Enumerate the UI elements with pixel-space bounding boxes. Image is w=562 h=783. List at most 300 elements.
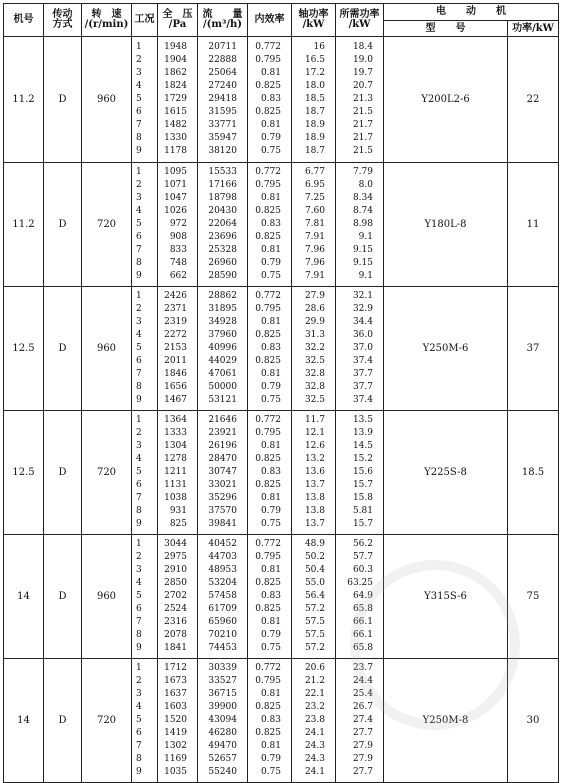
- efficiency-list-value: 0.825: [255, 232, 281, 243]
- pressure-list-value: 2011: [164, 356, 187, 367]
- required-power-list: [336, 659, 384, 783]
- shaft-power-list-value: 28.6: [304, 303, 325, 314]
- efficiency-list-value: 0.772: [255, 414, 281, 425]
- flow-list-value: 28862: [208, 290, 237, 301]
- shaft-power-list-value: 57.5: [304, 630, 325, 641]
- flow-list-value: 37960: [208, 329, 237, 340]
- flow-list-value: 25328: [208, 245, 237, 256]
- condition-list-value: 2: [136, 675, 142, 686]
- shaft-power-list-value: 24.1: [304, 767, 325, 778]
- required-power-list-value: 8.34: [352, 192, 373, 203]
- condition-list-value: 9: [136, 271, 142, 282]
- required-power-list-value: 5.81: [352, 506, 373, 517]
- shaft-power-list-value: 21.2: [304, 675, 325, 686]
- efficiency-list-value: 0.83: [260, 93, 281, 104]
- efficiency-list-value: 0.825: [255, 205, 281, 216]
- flow-list-value: 39841: [208, 519, 237, 530]
- flow-list-value: 22064: [208, 218, 237, 229]
- pressure-list-value: 1673: [164, 675, 187, 686]
- required-power-list-value: 66.1: [352, 630, 373, 641]
- pressure-list-value: 931: [169, 506, 187, 517]
- pressure-list-value: 748: [169, 258, 187, 269]
- header-pressure: 全 压 /Pa: [158, 4, 198, 37]
- condition-list: [132, 659, 158, 783]
- condition-list-value: 1: [136, 166, 142, 177]
- shaft-power-list-value: 18.7: [304, 107, 325, 118]
- efficiency-list: [248, 37, 292, 163]
- flow-list-value: 70210: [208, 630, 237, 641]
- pressure-list-value: 2316: [164, 617, 187, 628]
- shaft-power-list-value: 12.1: [304, 427, 325, 438]
- shaft-power-list-value: 23.8: [304, 714, 325, 725]
- flow-list-value: 49470: [208, 741, 237, 752]
- required-power-list-value: 37.4: [352, 395, 373, 406]
- pressure-list-value: 1656: [164, 382, 187, 393]
- efficiency-list-value: 0.75: [260, 643, 281, 654]
- condition-list-value: 1: [136, 290, 142, 301]
- flow-list-value: 29418: [208, 93, 237, 104]
- pressure-list-value: 1071: [164, 179, 187, 190]
- required-power-list-value: 9.15: [352, 245, 373, 256]
- efficiency-list-value: 0.79: [260, 506, 281, 517]
- motor-model-cell: Y180L-8: [384, 163, 508, 287]
- condition-list-value: 8: [136, 754, 142, 765]
- required-power-list-value: 60.3: [352, 564, 373, 575]
- shaft-power-list-value: 17.2: [304, 67, 325, 78]
- flow-list-value: 36715: [208, 688, 237, 699]
- efficiency-list-value: 0.772: [255, 538, 281, 549]
- required-power-list-value: 27.7: [352, 728, 373, 739]
- pressure-list-value: 1333: [164, 427, 187, 438]
- efficiency-list-value: 0.83: [260, 342, 281, 353]
- pressure-list-value: 2426: [164, 290, 187, 301]
- pressure-list-value: 1904: [164, 54, 187, 65]
- motor-power-cell: 18.5: [508, 411, 559, 535]
- condition-list-value: 2: [136, 303, 142, 314]
- required-power-list-value: 64.9: [352, 590, 373, 601]
- required-power-list-value: 8.0: [358, 179, 373, 190]
- drive-cell: D: [44, 659, 82, 783]
- condition-list-value: 8: [136, 133, 142, 144]
- pressure-list-value: 825: [169, 519, 187, 530]
- condition-list-value: 3: [136, 564, 142, 575]
- flow-list-value: 53204: [208, 577, 237, 588]
- required-power-list-value: 21.5: [352, 107, 373, 118]
- required-power-list: [336, 37, 384, 163]
- flow-list-value: 47061: [208, 369, 237, 380]
- shaft-power-list-value: 6.77: [304, 166, 325, 177]
- shaft-power-list: [292, 287, 336, 411]
- efficiency-list-value: 0.772: [255, 290, 281, 301]
- required-power-list-value: 27.9: [352, 754, 373, 765]
- efficiency-list-value: 0.825: [255, 107, 281, 118]
- fan-no-cell: 14: [4, 659, 44, 783]
- condition-list: [132, 37, 158, 163]
- header-motor: 电 动 机: [384, 4, 559, 21]
- flow-list-value: 26196: [208, 440, 237, 451]
- shaft-power-list-value: 24.3: [304, 741, 325, 752]
- shaft-power-list-value: 11.7: [304, 414, 325, 425]
- efficiency-list-value: 0.81: [260, 245, 281, 256]
- flow-list-value: 21646: [208, 414, 237, 425]
- flow-list-value: 50000: [208, 382, 237, 393]
- efficiency-list-value: 0.81: [260, 688, 281, 699]
- condition-list-value: 7: [136, 493, 142, 504]
- pressure-list-value: 2078: [164, 630, 187, 641]
- shaft-power-list-value: 32.5: [304, 395, 325, 406]
- shaft-power-list-value: 7.25: [304, 192, 325, 203]
- pressure-list-value: 1603: [164, 701, 187, 712]
- efficiency-list-value: 0.81: [260, 192, 281, 203]
- flow-list-value: 52657: [208, 754, 237, 765]
- shaft-power-list-value: 24.3: [304, 754, 325, 765]
- condition-list-value: 5: [136, 342, 142, 353]
- condition-list-value: 6: [136, 107, 142, 118]
- pressure-list-value: 1026: [164, 205, 187, 216]
- fan-no-cell: 14: [4, 535, 44, 659]
- efficiency-list-value: 0.81: [260, 617, 281, 628]
- efficiency-list-value: 0.825: [255, 480, 281, 491]
- efficiency-list-value: 0.772: [255, 41, 281, 52]
- efficiency-list-value: 0.75: [260, 146, 281, 157]
- flow-list: [198, 163, 248, 287]
- condition-list-value: 8: [136, 630, 142, 641]
- condition-list-value: 3: [136, 67, 142, 78]
- header-drive: 传动 方式: [44, 4, 82, 37]
- shaft-power-list-value: 13.2: [304, 453, 325, 464]
- required-power-list: [336, 535, 384, 659]
- pressure-list: [158, 287, 198, 411]
- required-power-list-value: 15.8: [352, 493, 373, 504]
- pressure-list-value: 1615: [164, 107, 187, 118]
- efficiency-list-value: 0.75: [260, 767, 281, 778]
- flow-list-value: 33021: [208, 480, 237, 491]
- required-power-list-value: 24.4: [352, 675, 373, 686]
- motor-power-cell: 22: [508, 37, 559, 163]
- shaft-power-list-value: 7.91: [304, 232, 325, 243]
- flow-list-value: 39900: [208, 701, 237, 712]
- condition-list-value: 7: [136, 741, 142, 752]
- flow-list: [198, 411, 248, 535]
- condition-list-value: 2: [136, 179, 142, 190]
- efficiency-list-value: 0.825: [255, 80, 281, 91]
- flow-list-value: 17166: [208, 179, 237, 190]
- flow-list-value: 40452: [208, 538, 237, 549]
- condition-list: [132, 287, 158, 411]
- efficiency-list: [248, 535, 292, 659]
- condition-list-value: 3: [136, 440, 142, 451]
- condition-list-value: 4: [136, 453, 142, 464]
- efficiency-list-value: 0.81: [260, 564, 281, 575]
- condition-list-value: 7: [136, 617, 142, 628]
- pressure-list-value: 1330: [164, 133, 187, 144]
- flow-list-value: 34928: [208, 316, 237, 327]
- required-power-list-value: 65.8: [352, 604, 373, 615]
- pressure-list-value: 1712: [164, 662, 187, 673]
- required-power-list-value: 20.7: [352, 80, 373, 91]
- flow-list-value: 23921: [208, 427, 237, 438]
- flow-list-value: 35947: [208, 133, 237, 144]
- header-efficiency: 内效率: [248, 4, 292, 37]
- flow-list-value: 46280: [208, 728, 237, 739]
- shaft-power-list-value: 57.5: [304, 617, 325, 628]
- required-power-list-value: 15.2: [352, 453, 373, 464]
- required-power-list: [336, 287, 384, 411]
- shaft-power-list-value: 13.7: [304, 519, 325, 530]
- shaft-power-list-value: 7.96: [304, 258, 325, 269]
- required-power-list-value: 13.9: [352, 427, 373, 438]
- required-power-list-value: 26.7: [352, 701, 373, 712]
- efficiency-list-value: 0.75: [260, 519, 281, 530]
- efficiency-list-value: 0.75: [260, 271, 281, 282]
- required-power-list-value: 32.9: [352, 303, 373, 314]
- flow-list-value: 35296: [208, 493, 237, 504]
- header-speed: 转 速 /(r/min): [82, 4, 132, 37]
- required-power-list-value: 13.5: [352, 414, 373, 425]
- efficiency-list-value: 0.79: [260, 754, 281, 765]
- efficiency-list-value: 0.81: [260, 440, 281, 451]
- shaft-power-list-value: 16.5: [304, 54, 325, 65]
- shaft-power-list-value: 7.91: [304, 271, 325, 282]
- required-power-list-value: 19.0: [352, 54, 373, 65]
- shaft-power-list-value: 32.8: [304, 382, 325, 393]
- fan-no-cell: 11.2: [4, 37, 44, 163]
- flow-list-value: 27240: [208, 80, 237, 91]
- required-power-list-value: 37.4: [352, 356, 373, 367]
- efficiency-list-value: 0.795: [255, 427, 281, 438]
- pressure-list-value: 1637: [164, 688, 187, 699]
- pressure-list-value: 1846: [164, 369, 187, 380]
- condition-list-value: 3: [136, 316, 142, 327]
- shaft-power-list-value: 18.7: [304, 146, 325, 157]
- required-power-list-value: 65.8: [352, 643, 373, 654]
- efficiency-list-value: 0.79: [260, 133, 281, 144]
- shaft-power-list-value: 24.1: [304, 728, 325, 739]
- required-power-list-value: 15.7: [352, 480, 373, 491]
- header-motor-power: 功率/kW: [508, 21, 559, 37]
- pressure-list-value: 2910: [164, 564, 187, 575]
- efficiency-list-value: 0.795: [255, 303, 281, 314]
- required-power-list-value: 9.1: [358, 232, 373, 243]
- flow-list-value: 22888: [208, 54, 237, 65]
- efficiency-list-value: 0.795: [255, 54, 281, 65]
- flow-list-value: 33771: [208, 120, 237, 131]
- fan-no-cell: 12.5: [4, 287, 44, 411]
- condition-list-value: 7: [136, 369, 142, 380]
- condition-list-value: 4: [136, 80, 142, 91]
- required-power-list-value: 21.3: [352, 93, 373, 104]
- efficiency-list: [248, 287, 292, 411]
- flow-list-value: 43094: [208, 714, 237, 725]
- flow-list: [198, 287, 248, 411]
- condition-list-value: 1: [136, 414, 142, 425]
- condition-list-value: 3: [136, 192, 142, 203]
- table-header: [4, 4, 559, 37]
- speed-cell: 960: [82, 37, 132, 163]
- required-power-list-value: 18.4: [352, 41, 373, 52]
- condition-list-value: 9: [136, 519, 142, 530]
- pressure-list-value: 1841: [164, 643, 187, 654]
- flow-list-value: 65960: [208, 617, 237, 628]
- flow-list-value: 33527: [208, 675, 237, 686]
- condition-list-value: 4: [136, 701, 142, 712]
- condition-list-value: 1: [136, 41, 142, 52]
- efficiency-list-value: 0.79: [260, 258, 281, 269]
- pressure-list-value: 2153: [164, 342, 187, 353]
- shaft-power-list: [292, 411, 336, 535]
- shaft-power-list-value: 7.60: [304, 205, 325, 216]
- efficiency-list: [248, 659, 292, 783]
- condition-list-value: 6: [136, 604, 142, 615]
- pressure-list-value: 2975: [164, 551, 187, 562]
- pressure-list-value: 833: [169, 245, 187, 256]
- condition-list: [132, 535, 158, 659]
- flow-list-value: 44029: [208, 356, 237, 367]
- flow-list: [198, 659, 248, 783]
- efficiency-list-value: 0.825: [255, 356, 281, 367]
- efficiency-list-value: 0.75: [260, 395, 281, 406]
- condition-list-value: 5: [136, 466, 142, 477]
- required-power-list-value: 27.7: [352, 767, 373, 778]
- motor-power-cell: 75: [508, 535, 559, 659]
- shaft-power-list-value: 18.0: [304, 80, 325, 91]
- pressure-list-value: 2272: [164, 329, 187, 340]
- flow-list-value: 31595: [208, 107, 237, 118]
- motor-model-cell: Y315S-6: [384, 535, 508, 659]
- shaft-power-list-value: 32.5: [304, 356, 325, 367]
- required-power-list-value: 14.5: [352, 440, 373, 451]
- shaft-power-list-value: 55.0: [304, 577, 325, 588]
- flow-list-value: 28470: [208, 453, 237, 464]
- required-power-list-value: 9.15: [352, 258, 373, 269]
- motor-power-cell: 11: [508, 163, 559, 287]
- speed-cell: 720: [82, 411, 132, 535]
- pressure-list: [158, 37, 198, 163]
- shaft-power-list-value: 12.6: [304, 440, 325, 451]
- flow-list-value: 38120: [208, 146, 237, 157]
- flow-list-value: 40996: [208, 342, 237, 353]
- required-power-list-value: 63.25: [347, 577, 373, 588]
- efficiency-list-value: 0.825: [255, 728, 281, 739]
- speed-cell: 960: [82, 287, 132, 411]
- required-power-list-value: 27.4: [352, 714, 373, 725]
- header-required-power: 所需功率 /kW: [336, 4, 384, 37]
- shaft-power-list-value: 23.2: [304, 701, 325, 712]
- flow-list-value: 23696: [208, 232, 237, 243]
- efficiency-list-value: 0.79: [260, 382, 281, 393]
- required-power-list-value: 15.7: [352, 519, 373, 530]
- efficiency-list-value: 0.83: [260, 218, 281, 229]
- flow-list-value: 25064: [208, 67, 237, 78]
- header-condition: 工况: [132, 4, 158, 37]
- drive-cell: D: [44, 287, 82, 411]
- condition-list-value: 9: [136, 146, 142, 157]
- condition-list-value: 4: [136, 329, 142, 340]
- drive-cell: D: [44, 163, 82, 287]
- shaft-power-list-value: 57.2: [304, 604, 325, 615]
- flow-list-value: 28590: [208, 271, 237, 282]
- shaft-power-list-value: 13.8: [304, 506, 325, 517]
- efficiency-list-value: 0.795: [255, 675, 281, 686]
- pressure-list: [158, 411, 198, 535]
- required-power-list-value: 21.7: [352, 133, 373, 144]
- condition-list-value: 1: [136, 662, 142, 673]
- condition-list-value: 3: [136, 688, 142, 699]
- shaft-power-list-value: 7.96: [304, 245, 325, 256]
- table-row: [4, 163, 559, 287]
- pressure-list: [158, 163, 198, 287]
- header-shaft-power: 轴功率 /kW: [292, 4, 336, 37]
- flow-list-value: 57458: [208, 590, 237, 601]
- shaft-power-list-value: 16: [313, 41, 325, 52]
- flow-list-value: 48953: [208, 564, 237, 575]
- efficiency-list-value: 0.772: [255, 166, 281, 177]
- pressure-list-value: 1419: [164, 728, 187, 739]
- required-power-list: [336, 411, 384, 535]
- required-power-list-value: 36.0: [352, 329, 373, 340]
- required-power-list-value: 9.1: [358, 271, 373, 282]
- efficiency-list-value: 0.825: [255, 604, 281, 615]
- pressure-list-value: 2371: [164, 303, 187, 314]
- condition-list-value: 4: [136, 577, 142, 588]
- required-power-list-value: 21.5: [352, 146, 373, 157]
- efficiency-list-value: 0.83: [260, 714, 281, 725]
- pressure-list-value: 2524: [164, 604, 187, 615]
- fan-performance-table: [3, 3, 559, 783]
- table-row: [4, 411, 559, 535]
- condition-list-value: 8: [136, 382, 142, 393]
- table-row: [4, 287, 559, 411]
- table-row: [4, 659, 559, 783]
- condition-list-value: 6: [136, 356, 142, 367]
- condition-list-value: 7: [136, 120, 142, 131]
- condition-list-value: 5: [136, 93, 142, 104]
- shaft-power-list-value: 7.81: [304, 218, 325, 229]
- condition-list-value: 8: [136, 506, 142, 517]
- pressure-list-value: 1095: [164, 166, 187, 177]
- pressure-list-value: 1038: [164, 493, 187, 504]
- condition-list-value: 1: [136, 538, 142, 549]
- efficiency-list-value: 0.795: [255, 551, 281, 562]
- flow-list-value: 15533: [208, 166, 237, 177]
- shaft-power-list-value: 6.95: [304, 179, 325, 190]
- condition-list-value: 2: [136, 427, 142, 438]
- condition-list-value: 7: [136, 245, 142, 256]
- shaft-power-list-value: 32.8: [304, 369, 325, 380]
- shaft-power-list-value: 20.6: [304, 662, 325, 673]
- speed-cell: 720: [82, 659, 132, 783]
- condition-list-value: 5: [136, 590, 142, 601]
- condition-list-value: 9: [136, 767, 142, 778]
- pressure-list-value: 3044: [164, 538, 187, 549]
- pressure-list-value: 1131: [164, 480, 187, 491]
- drive-cell: D: [44, 535, 82, 659]
- header-fan-no: 机号: [4, 4, 44, 37]
- flow-list-value: 44703: [208, 551, 237, 562]
- condition-list-value: 9: [136, 395, 142, 406]
- shaft-power-list-value: 32.2: [304, 342, 325, 353]
- condition-list-value: 6: [136, 232, 142, 243]
- pressure-list-value: 1729: [164, 93, 187, 104]
- pressure-list-value: 2702: [164, 590, 187, 601]
- pressure-list-value: 1304: [164, 440, 187, 451]
- flow-list-value: 26960: [208, 258, 237, 269]
- required-power-list-value: 37.0: [352, 342, 373, 353]
- required-power-list-value: 15.6: [352, 466, 373, 477]
- condition-list-value: 9: [136, 643, 142, 654]
- fan-no-cell: 11.2: [4, 163, 44, 287]
- efficiency-list-value: 0.83: [260, 466, 281, 477]
